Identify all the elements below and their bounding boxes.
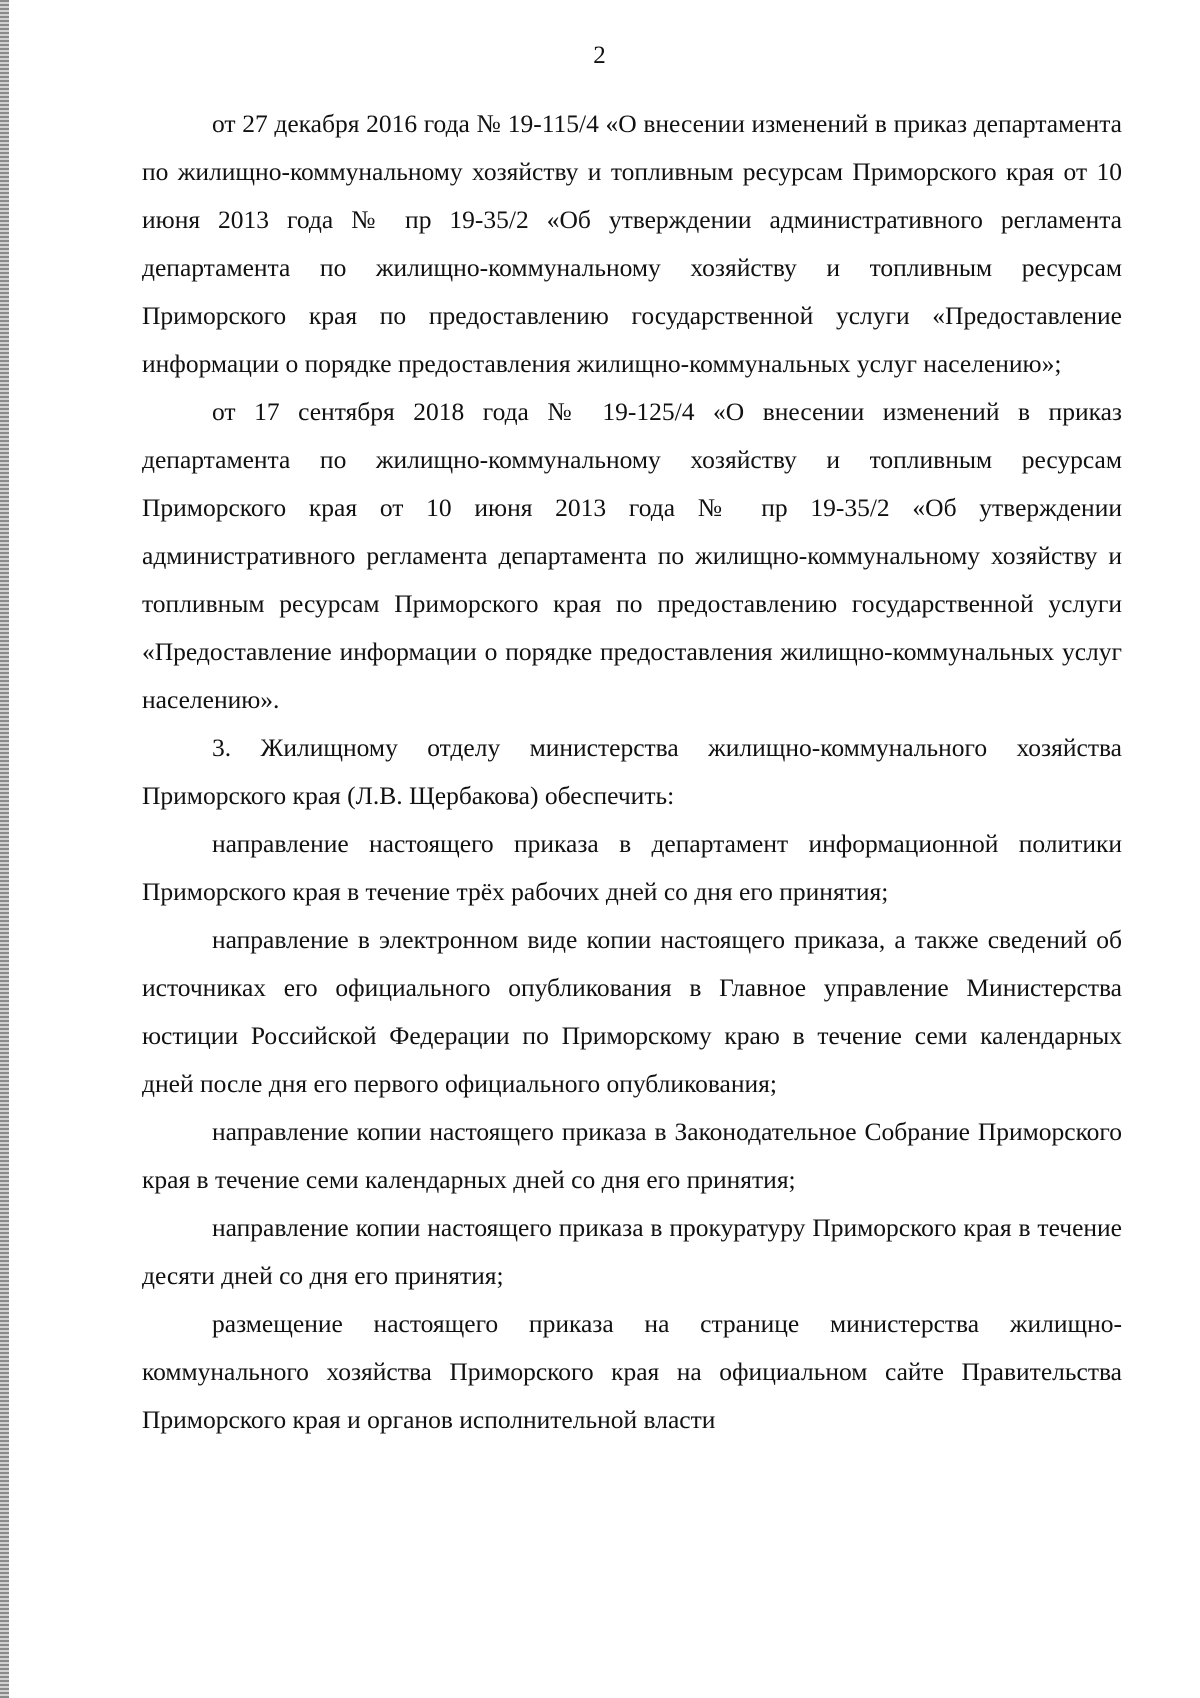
paragraph-item-3: 3. Жилищному отделу министерства жилищно-коммунального хозяйства Приморского края (Л.В. Щербакова) обеспечить: (142, 733, 1122, 810)
paragraph-send-ministry-justice: направление в электронном виде копии настоящего приказа, а также сведений об источниках его официального опубликования в Главное управление Министерства юстиции Российской Федерации по Приморскому краю в течение семи календарных дней после дня его первого официального опубликования; (142, 925, 1122, 1098)
paragraph-publish-website: размещение настоящего приказа на странице министерства жилищно-коммунального хозяйства Приморского края на официальном сайте Правительства Приморского края и органов исполнительной власти (142, 1309, 1122, 1434)
page-number: 2 (593, 42, 607, 69)
document-body (142, 100, 1122, 1444)
scan-edge (0, 0, 9, 1698)
paragraph-send-prosecutor: направление копии настоящего приказа в прокуратуру Приморского края в течение десяти дней со дня его принятия; (142, 1213, 1122, 1290)
paragraph-amendment-2016: от 27 декабря 2016 года № 19-115/4 «О внесении изменений в приказ департамента по жилищно-коммунальному хозяйству и топливным ресурсам Приморского края от 10 июня 2013 года № пр 19-35/2 «Об утверждении административного регламента департамента по жилищно-коммунальному хозяйству и топливным ресурсам Приморского края по предоставлению государственной услуги «Предоставление информации о порядке предоставления жилищно-коммунальных услуг населению»; (142, 109, 1122, 378)
paragraph-send-legislative-assembly: направление копии настоящего приказа в Законодательное Собрание Приморского края в течение семи календарных дней со дня его принятия; (142, 1117, 1122, 1194)
paragraph-send-info-policy: направление настоящего приказа в департамент информационной политики Приморского края в течение трёх рабочих дней со дня его принятия; (142, 829, 1122, 906)
paragraph-amendment-2018: от 17 сентября 2018 года № 19-125/4 «О внесении изменений в приказ департамента по жилищно-коммунальному хозяйству и топливным ресурсам Приморского края от 10 июня 2013 года № пр 19-35/2 «Об утверждении административного регламента департамента по жилищно-коммунальному хозяйству и топливным ресурсам Приморского края по предоставлению государственной услуги «Предоставление информации о порядке предоставления жилищно-коммунальных услуг населению». (142, 397, 1122, 714)
